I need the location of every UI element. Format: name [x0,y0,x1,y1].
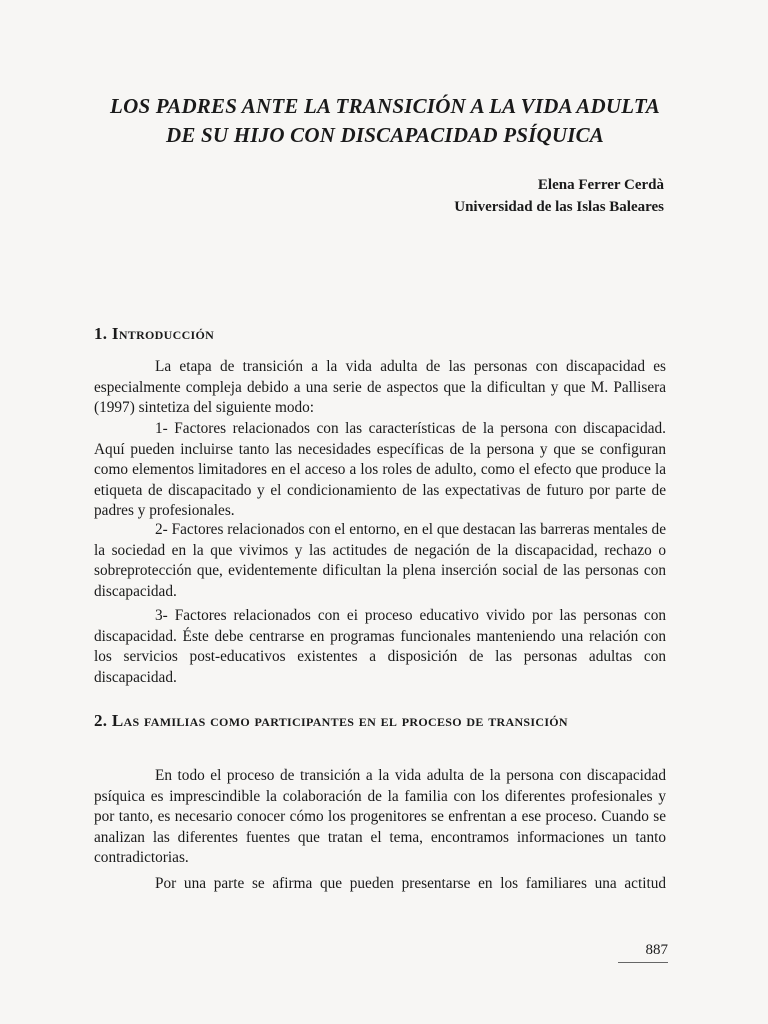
title-line-2: DE SU HIJO CON DISCAPACIDAD PSÍQUICA [166,123,604,147]
paragraph: 2- Factores relacionados con el entorno, en el que destacan las barreras mentales de la sociedad en la que vivimos y las actitudes de negación de la discapacidad, rechazo o sobreprotección que, evidentemente dificultan la plena inserción social de las personas con discapacidad. [94,521,666,600]
paragraph: Por una parte se afirma que pueden presentarse en los familiares una actitud [155,875,666,892]
paragraph: 3- Factores relacionados con ei proceso educativo vivido por las personas con discapacidad. Éste debe centrarse en programas funcionales manteniendo una relación con los servicios post-educativos existentes a disposición de las personas adultas con discapacidad. [94,607,666,686]
page-number-rule [618,962,668,963]
section-heading-families: 2. Las familias como participantes en el proceso de transición [94,711,568,730]
page-number: 887 [645,942,668,958]
author-affiliation: Universidad de las Islas Baleares [454,199,664,215]
document-title [60,92,710,150]
paragraph: La etapa de transición a la vida adulta de las personas con discapacidad es especialmente compleja debido a una serie de aspectos que la dificultan y que M. Pallisera (1997) sintetiza del siguiente modo: [94,358,666,416]
author-name: Elena Ferrer Cerdà [537,177,664,193]
title-line-1: LOS PADRES ANTE LA TRANSICIÓN A LA VIDA ADULTA [110,94,660,118]
author-block [454,174,664,218]
paragraph: En todo el proceso de transición a la vida adulta de la persona con discapacidad psíquica es imprescindible la colaboración de la familia con los diferentes profesionales y por tanto, es necesario conocer cómo los progenitores se enfrentan a ese proceso. Cuando se analizan las diferentes fuentes que tratan el tema, encontramos informaciones un tanto contradictorias. [94,767,666,866]
section-heading-introduction: 1. Introducción [94,324,215,343]
paragraph: 1- Factores relacionados con las características de la persona con discapacidad. Aquí pueden incluirse tanto las necesidades específicas de la persona y que se configuran como elementos limitadores en el acceso a los roles de adulto, como el efecto que produce la etiqueta de discapacitado y el condicionamiento de las expectativas de futuro por parte de padres y profesionales. [94,420,666,519]
